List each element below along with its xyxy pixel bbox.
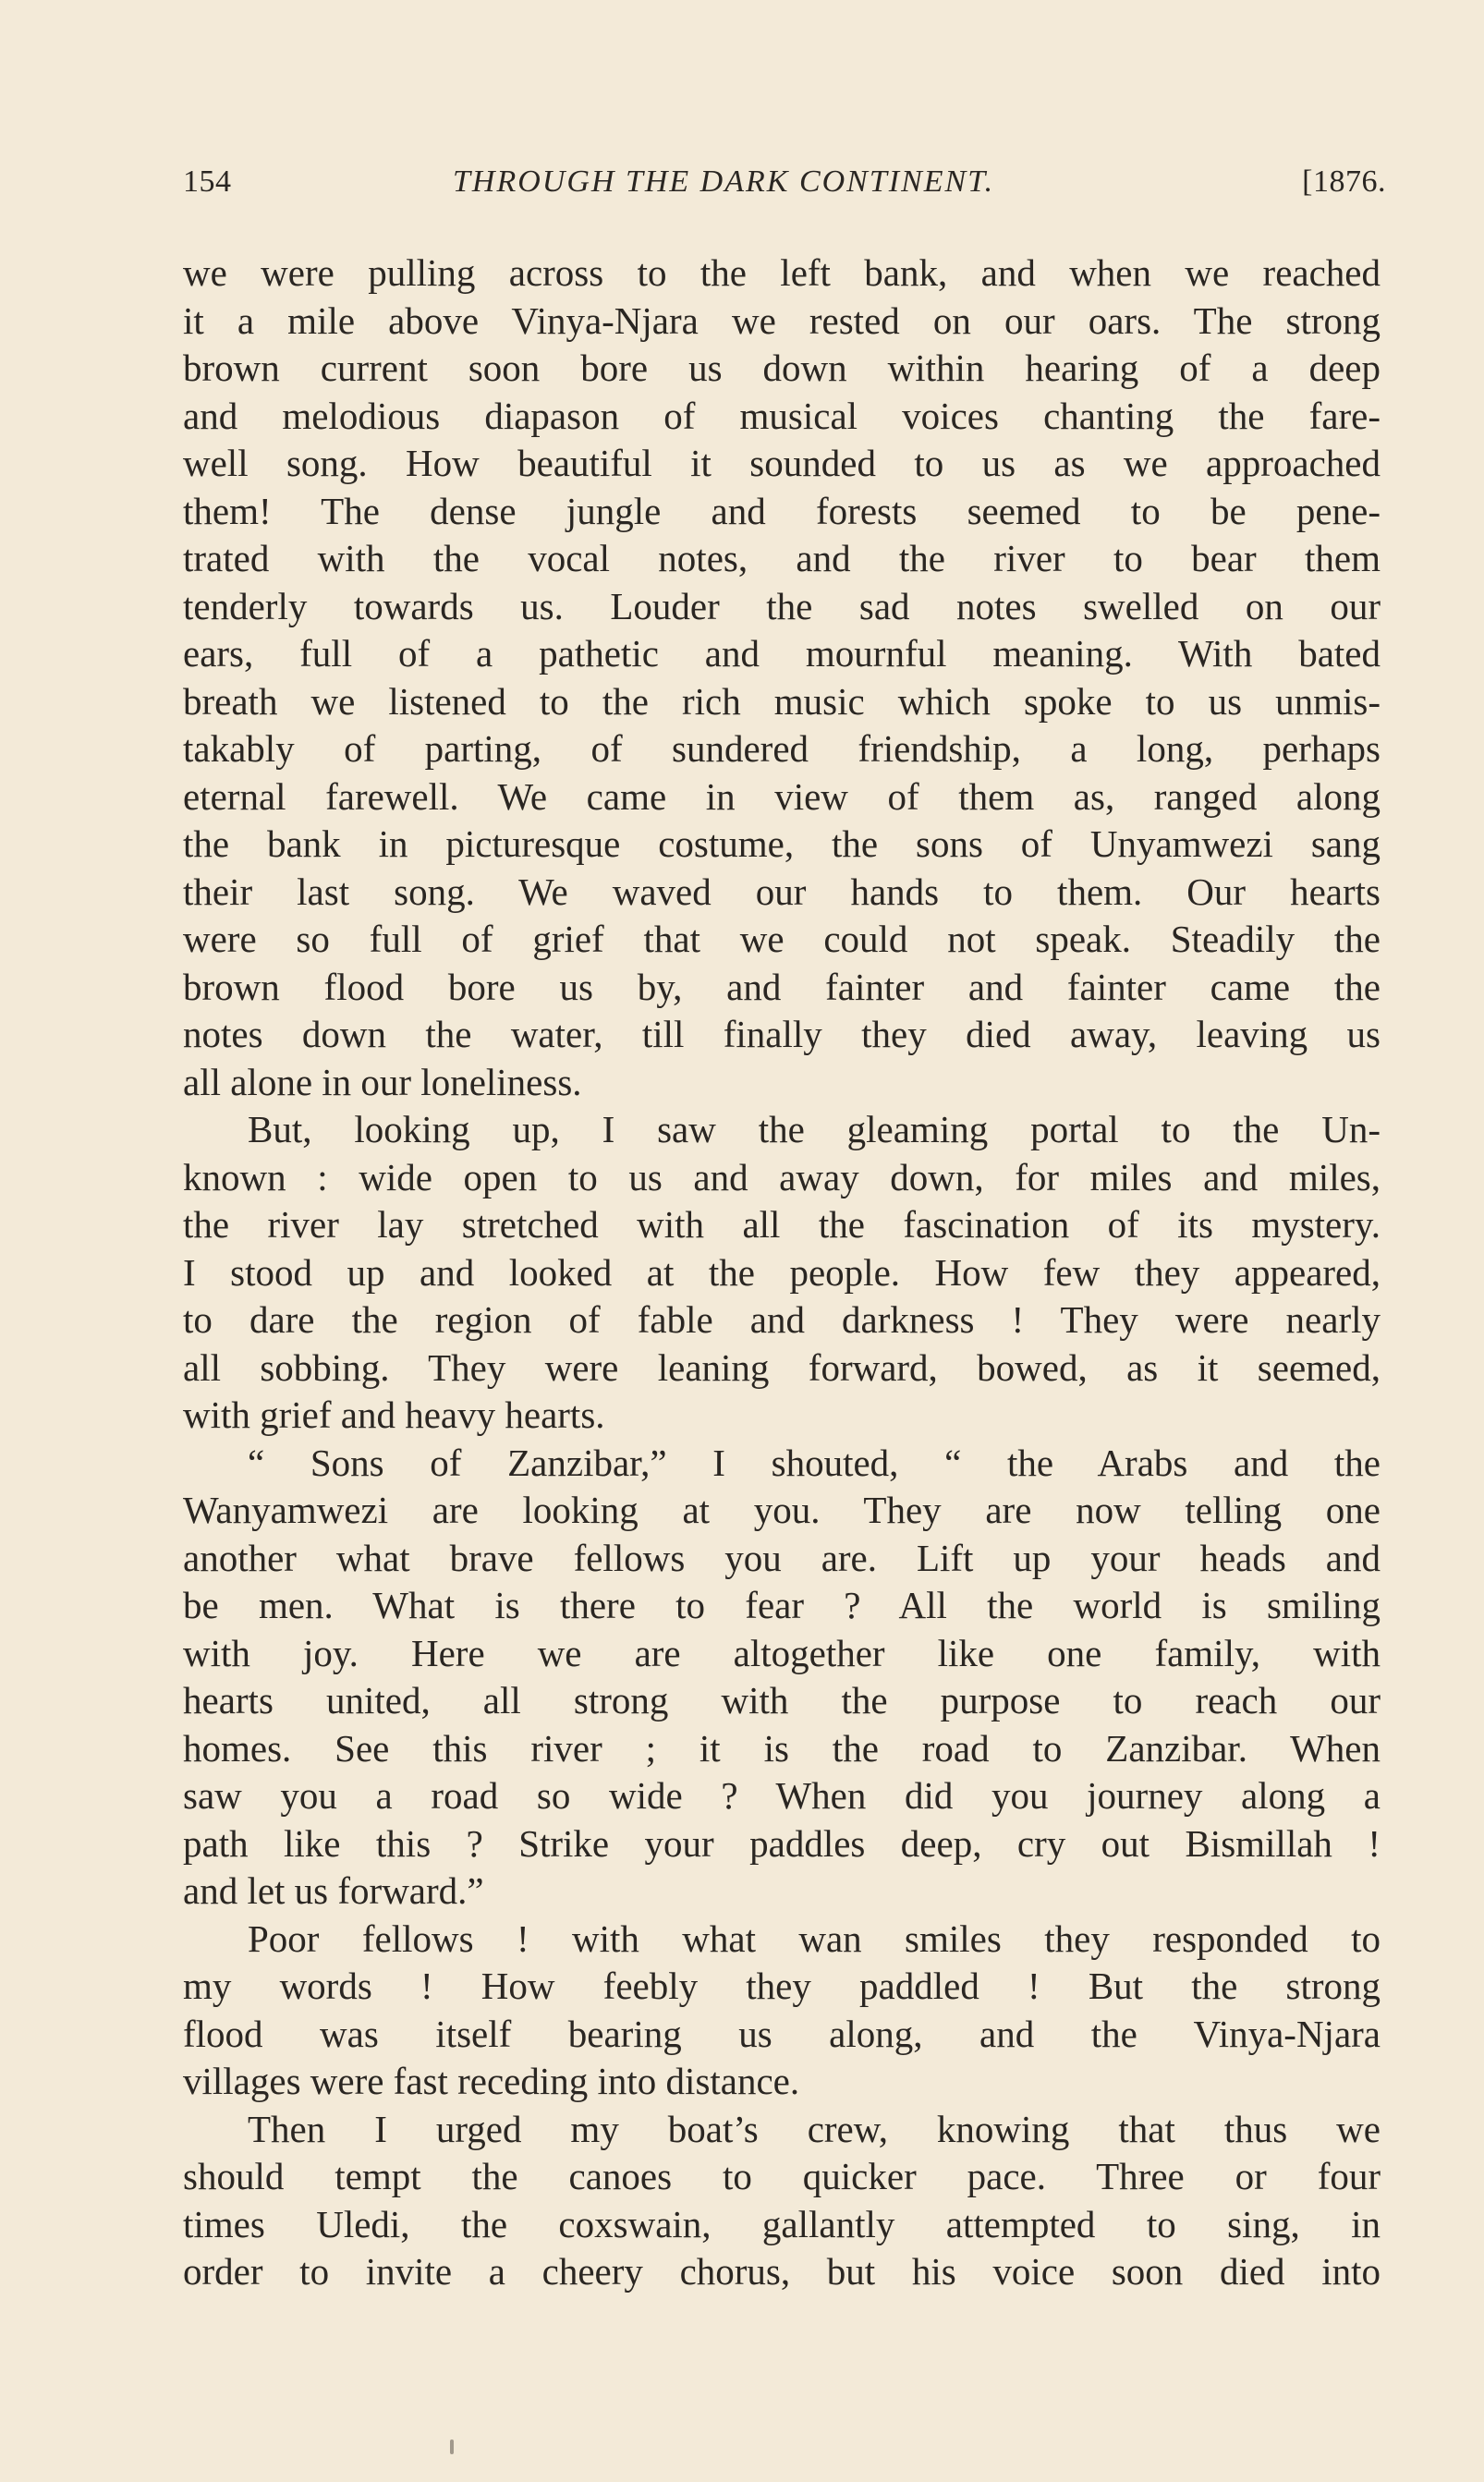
text-line: it a mile above Vinya-Njara we rested on our oars. The strong — [183, 298, 1381, 342]
text-line: ears, full of a pathetic and mournful meaning. With bated — [183, 632, 1381, 675]
text-line: villages were fast receding into distance. — [183, 2060, 800, 2102]
paragraph — [183, 1106, 1381, 1440]
text-line: were so full of grief that we could not speak. Steadily the — [183, 918, 1381, 960]
running-head — [183, 159, 1386, 205]
text-line: well song. How beautiful it sounded to us as we approached — [183, 442, 1381, 484]
text-line: tenderly towards us. Louder the sad notes swelled on our — [183, 584, 1381, 627]
body-text — [183, 249, 1381, 2296]
text-line: brown current soon bore us down within hearing of a deep — [183, 347, 1381, 389]
text-line: the bank in picturesque costume, the sons of Unyamwezi sang — [183, 822, 1381, 865]
text-line: flood was itself bearing us along, and the Vinya-Njara — [183, 2012, 1381, 2055]
text-line: be men. What is there to fear ? All the world is smiling — [183, 1584, 1381, 1626]
text-line: homes. See this river ; it is the road to Zanzibar. When — [183, 1726, 1381, 1770]
text-line: all alone in our loneliness. — [183, 1060, 582, 1103]
text-line: my words ! How feebly they paddled ! But the strong — [183, 1965, 1381, 2007]
text-line: them! The dense jungle and forests seemed to be pene- — [183, 489, 1381, 532]
running-title: THROUGH THE DARK CONTINENT. — [453, 164, 995, 199]
text-line: should tempt the canoes to quicker pace. Three or four — [183, 2155, 1381, 2197]
text-line: to dare the region of fable and darkness ! They were nearly — [183, 1298, 1381, 1341]
running-year: [1876. — [1302, 164, 1386, 199]
text-line: with grief and heavy hearts. — [183, 1393, 605, 1436]
text-line: with joy. Here we are altogether like one family, with — [183, 1631, 1381, 1674]
text-line: all sobbing. They were leaning forward, bowed, as it seemed, — [183, 1345, 1381, 1389]
text-line: breath we listened to the rich music which spoke to us unmis- — [183, 679, 1381, 723]
text-line: “ Sons of Zanzibar,” I shouted, “ the Arabs and the — [248, 1441, 1381, 1484]
text-line: hearts united, all strong with the purpose to reach our — [183, 1679, 1381, 1722]
text-line: But, looking up, I saw the gleaming portal to the Un- — [248, 1108, 1381, 1150]
text-line: and let us forward.” — [183, 1869, 484, 1912]
text-line: notes down the water, till finally they died away, leaving us — [183, 1013, 1381, 1055]
text-line: I stood up and looked at the people. How few they appeared, — [183, 1250, 1381, 1294]
paragraph — [183, 2106, 1381, 2296]
text-line: times Uledi, the coxswain, gallantly attempted to sing, in — [183, 2202, 1381, 2245]
text-line: path like this ? Strike your paddles deep, cry out Bismillah ! — [183, 1821, 1381, 1865]
text-line: we were pulling across to the left bank, and when we reached — [183, 251, 1381, 294]
text-line: saw you a road so wide ? When did you journey along a — [183, 1774, 1381, 1817]
page-number: 154 — [183, 164, 232, 199]
paragraph — [183, 1916, 1381, 2106]
paragraph — [183, 249, 1381, 1106]
text-line: brown flood bore us by, and fainter and fainter came the — [183, 965, 1381, 1008]
text-line: takably of parting, of sundered friendship, a long, perhaps — [183, 727, 1381, 770]
text-line: order to invite a cheery chorus, but his voice soon died into — [183, 2250, 1381, 2293]
text-line: the river lay stretched with all the fascination of its mystery. — [183, 1203, 1381, 1246]
text-line: their last song. We waved our hands to them. Our hearts — [183, 870, 1381, 913]
paragraph — [183, 1440, 1381, 1916]
text-line: Poor fellows ! with what wan smiles they responded to — [248, 1916, 1381, 1960]
text-line: and melodious diapason of musical voices chanting the fare- — [183, 394, 1381, 437]
ink-speck — [450, 2439, 454, 2454]
text-line: known : wide open to us and away down, for miles and miles, — [183, 1155, 1381, 1198]
text-line: Then I urged my boat’s crew, knowing that thus we — [248, 2107, 1381, 2150]
text-line: eternal farewell. We came in view of them as, ranged along — [183, 774, 1381, 818]
text-line: Wanyamwezi are looking at you. They are now telling one — [183, 1489, 1381, 1531]
text-line: trated with the vocal notes, and the river to bear them — [183, 537, 1381, 579]
text-line: another what brave fellows you are. Lift up your heads and — [183, 1536, 1381, 1579]
